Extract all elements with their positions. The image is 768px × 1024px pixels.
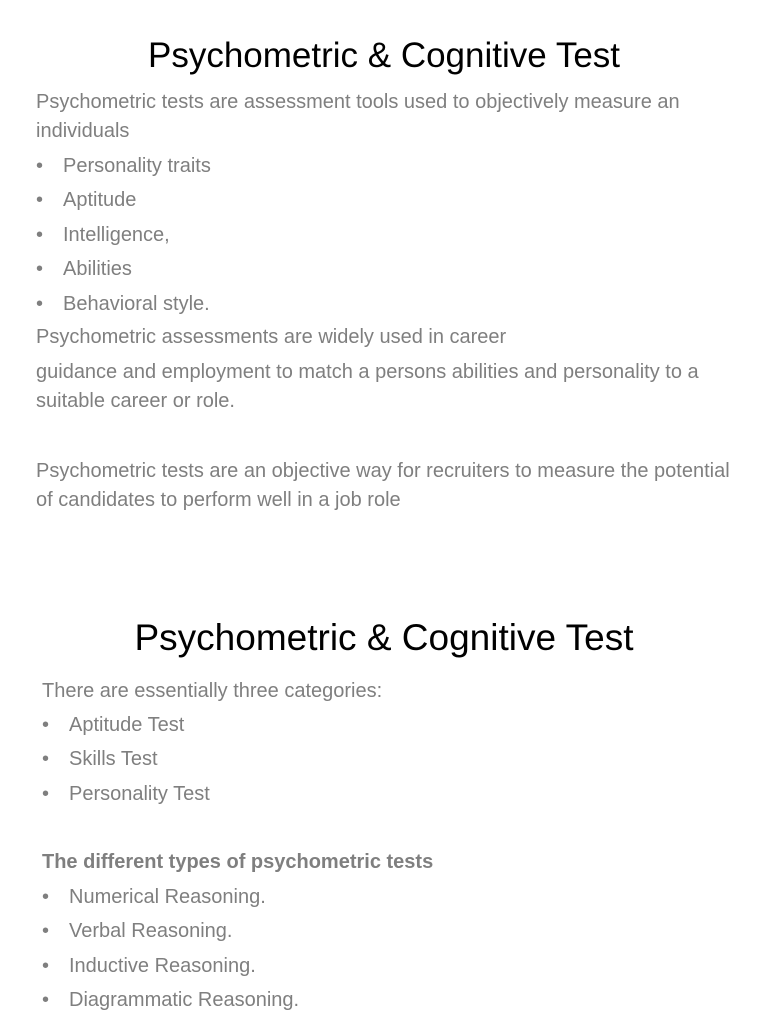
slide-1-paragraph-2: Psychometric tests are an objective way for recruiters to measure the potential of candidates to perform well in a job role xyxy=(36,460,730,511)
bullet-icon: • xyxy=(42,714,50,736)
bullet-label: Verbal Reasoning. xyxy=(69,920,233,943)
bullet-label: Personality Test xyxy=(69,782,210,805)
bullet-icon: • xyxy=(42,989,50,1012)
bullet-label: Aptitude Test xyxy=(69,714,185,736)
bullet-icon: • xyxy=(36,223,44,246)
bullet-icon: • xyxy=(42,782,50,805)
bullet-label: Personality traits xyxy=(63,155,211,177)
slide-2 xyxy=(0,580,768,1024)
bullet-icon: • xyxy=(42,886,50,908)
bullet-label: Diagrammatic Reasoning. xyxy=(69,989,300,1012)
bullet-label: Behavioral style. xyxy=(63,292,210,315)
slide-1-paragraph-1-rest: guidance and employment to match a persons abilities and personality to a suitable career or role. xyxy=(36,361,699,412)
slide-1-title: Psychometric & Cognitive Test xyxy=(147,36,621,75)
slide-1-intro: Psychometric tests are assessment tools used to objectively measure an individuals xyxy=(36,91,680,142)
bullet-label: Inductive Reasoning. xyxy=(69,954,256,977)
bullet-icon: • xyxy=(36,258,44,281)
bullet-label: Aptitude xyxy=(63,189,137,212)
bullet-icon: • xyxy=(42,748,50,771)
slide-2-title: Psychometric & Cognitive Test xyxy=(134,617,634,658)
slide-2-intro: There are essentially three categories: xyxy=(42,680,383,702)
bullet-label: Abilities xyxy=(63,258,132,281)
bullet-label: Skills Test xyxy=(69,748,158,771)
bullet-icon: • xyxy=(36,292,44,315)
slide-1-paragraph-1-line-1: Psychometric assessments are widely used in career xyxy=(36,326,507,348)
bullet-icon: • xyxy=(42,954,50,977)
bullet-icon: • xyxy=(42,920,50,943)
slide-2-types-heading: The different types of psychometric tests xyxy=(42,851,434,873)
bullet-label: Intelligence, xyxy=(63,223,170,246)
bullet-icon: • xyxy=(36,155,44,177)
bullet-label: Numerical Reasoning. xyxy=(69,886,266,908)
bullet-icon: • xyxy=(36,189,44,212)
